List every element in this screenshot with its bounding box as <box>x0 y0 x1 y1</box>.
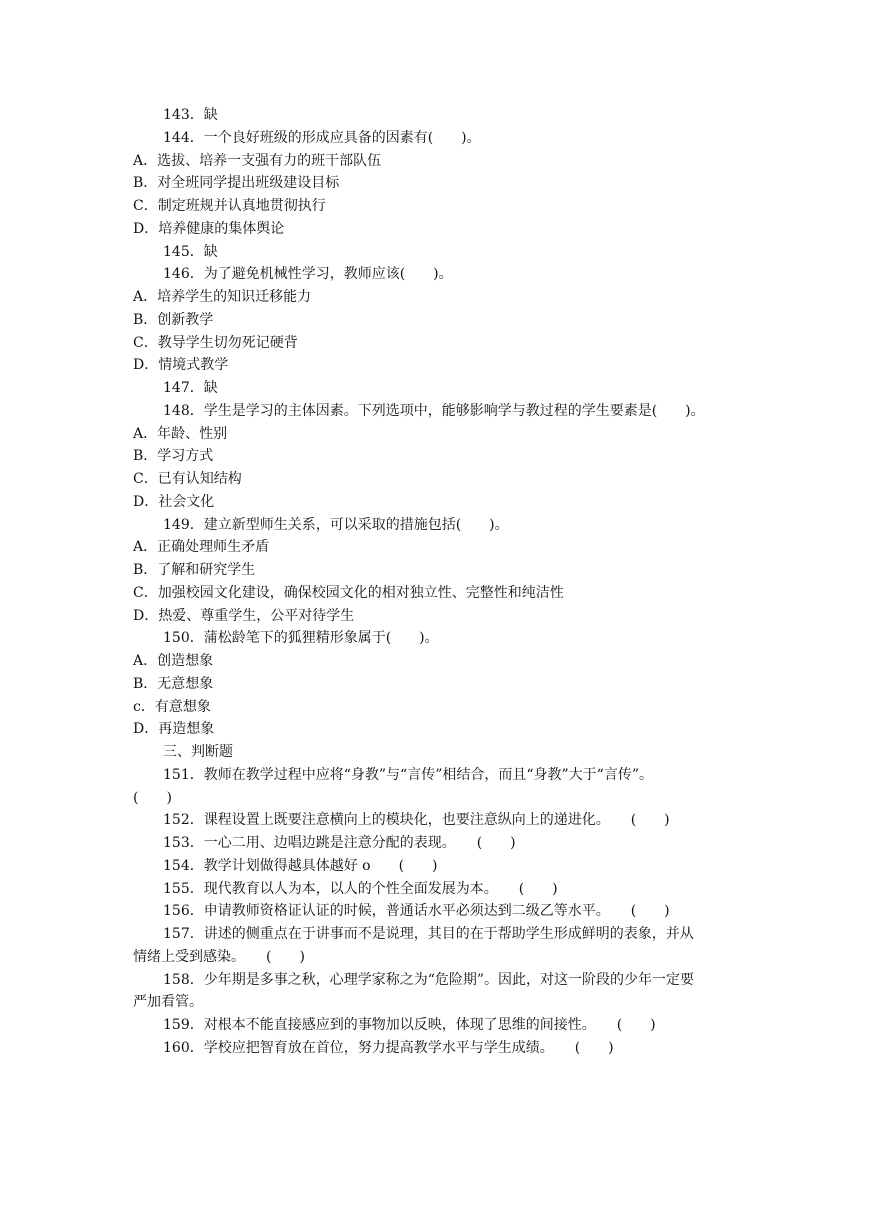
question-line: 159．对根本不能直接感应到的事物加以反映，体现了思维的间接性。 ( ) <box>163 1017 656 1033</box>
text-line: D．社会文化 <box>133 493 215 510</box>
question-line: 157．讲述的侧重点在于讲事而不是说理，其目的在于帮助学生形成鲜明的表象，并从 <box>163 926 694 942</box>
question-line: 156．申请教师资格证认证的时候，普通话水平必须达到二级乙等水平。 ( ) <box>163 903 670 920</box>
question-line: 151．教师在教学过程中应将“身教”与“言传”相结合，而且“身教”大于“言传”。 <box>163 766 653 783</box>
text-line: 严加看管。 <box>133 994 203 1011</box>
question-line: 148．学生是学习的主体因素。下列选项中，能够影响学与教过程的学生要素是( )。 <box>163 402 705 419</box>
text-line: D．再造想象 <box>133 721 215 738</box>
question-line: 160．学校应把智育放在首位，努力提高教学水平与学生成绩。 ( ) <box>163 1039 614 1056</box>
text-line: C．已有认知结构 <box>133 471 242 487</box>
question-line: 152．课程设置上既要注意横向上的模块化，也要注意纵向上的递进化。 ( ) <box>163 812 670 829</box>
question-line: 146．为了避免机械性学习，教师应该( )。 <box>163 266 453 283</box>
text-line: c．有意想象 <box>133 698 211 715</box>
question-line: 158．少年期是多事之秋，心理学家称之为“危险期”。因此，对这一阶段的少年一定要 <box>163 971 695 988</box>
text-line: 情绪上受到感染。 ( ) <box>133 948 305 965</box>
text-line: D．情境式教学 <box>133 357 229 374</box>
text-line: C．教导学生切勿死记硬背 <box>133 334 298 351</box>
question-line: 150．蒲松龄笔下的狐狸精形象属于( )。 <box>163 630 439 647</box>
text-line: B．无意想象 <box>133 675 214 692</box>
text-line: C．加强校园文化建设，确保校园文化的相对独立性、完整性和纯洁性 <box>133 584 564 601</box>
text-line: D．热爱、尊重学生，公平对待学生 <box>133 607 355 624</box>
text-line: ( ) <box>133 789 172 806</box>
text-line: B．对全班同学提出班级建设目标 <box>133 175 340 192</box>
text-line: A．年龄、性别 <box>133 425 228 442</box>
question-line: 147．缺 <box>163 380 218 396</box>
text-line: B．学习方式 <box>133 448 214 465</box>
question-line: 144．一个良好班级的形成应具备的因素有( )。 <box>163 129 481 146</box>
text-line: A．培养学生的知识迁移能力 <box>133 289 312 305</box>
text-line: A．选拔、培养一支强有力的班干部队伍 <box>133 152 382 169</box>
question-line: 三、判断题 <box>163 744 233 760</box>
text-line: A．正确处理师生矛盾 <box>133 539 270 556</box>
text-line: B．创新教学 <box>133 311 214 328</box>
question-line: 153．一心二用、边唱边跳是注意分配的表现。 ( ) <box>163 835 516 851</box>
question-line: 149．建立新型师生关系，可以采取的措施包括( )。 <box>163 516 509 533</box>
question-line: 145．缺 <box>163 243 218 260</box>
text-line: B．了解和研究学生 <box>133 562 256 578</box>
text-line: D．培养健康的集体舆论 <box>133 220 285 237</box>
text-line: C．制定班规并认真地贯彻执行 <box>133 198 326 214</box>
document-body <box>133 104 743 1060</box>
text-line: A．创造想象 <box>133 653 214 669</box>
question-line: 155．现代教育以人为本，以人的个性全面发展为本。 ( ) <box>163 880 558 897</box>
question-line: 154．教学计划做得越具体越好 o ( ) <box>163 857 438 874</box>
question-line: 143．缺 <box>163 107 218 123</box>
